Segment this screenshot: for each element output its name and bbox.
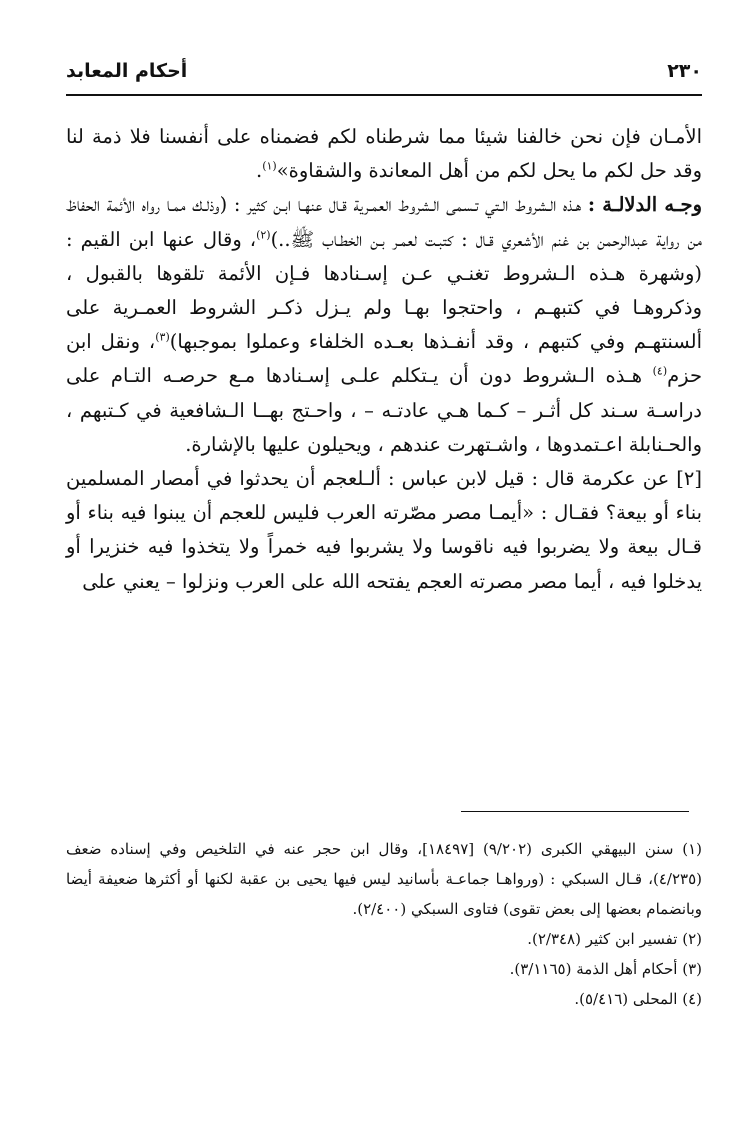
page-number: ٢٣٠ xyxy=(667,60,702,82)
footnote-ref-2: (٢) xyxy=(256,228,271,242)
paragraph-2-text-c: ، ونقل ابن حزم xyxy=(66,330,702,388)
footnotes xyxy=(66,834,702,1014)
paragraph-1 xyxy=(66,120,702,188)
footnote-ref-4: (٤) xyxy=(652,364,668,378)
paragraph-3-text: [٢] عن عكرمة قال : قيل لابن عباس : ألـلعجم أن يحدثوا في أمصار المسلمين بناء أو بيعة؟ فقـال : «أيمـا مصر مصّرته العرب فليس للعجم أن يبنوا فيه بناء أو قـال بيعة ولا يضربوا فيه ناقوسا ولا يشربوا فيه خمراً ولا يتخذوا فيه خنزيرا أو يدخلوا فيه ، أيما مصر مصرته العجم يفتحه الله على العرب ونزلوا – يعني على xyxy=(66,467,702,593)
footnote-separator xyxy=(461,811,689,812)
paragraph-2-text-b: ، وقال عنها ابن القيم : (وشهرة هـذه الـشروط تغنـي عـن إسـنادها فـإن الأئمة تلقوها بالقبول ، وذكروهـا في كتبهـم ، واحتجوا بهـا ولم يـزل ذكـر الشروط العمـرية على ألسنتهـم وفي كتبهم ، وقد أنفـذها بعـده الخلفاء وعملوا بموجبها) xyxy=(66,227,702,354)
footnote-2: (٢) تفسير ابن كثير (٢/٣٤٨). xyxy=(527,930,702,948)
paragraph-2-text-a: هـذه الـشروط الـتي تـسمى الـشروط العمـرية قـال عنهـا ابـن كثير : (وذلـك ممـا رواه الأئمة الحفاظ من رواية عبدالرحمن بن غنم الأشعري قـال : كتبـت لعمـر بـن الخطـاب ﷺ..) xyxy=(66,193,703,251)
main-text xyxy=(66,120,702,599)
footnote-3: (٣) أحكام أهل الذمة (٣/١١٦٥). xyxy=(509,960,702,978)
footnote-1: (١) سنن البيهقي الكبرى (٩/٢٠٢) [١٨٤٩٧]، وقال ابن حجر عنه في التلخيص وفي إسناده ضعف (٤/٢٣٥)، قـال السبكي : (ورواهـا جماعـة بأسانيد ليس فيها يحيى بن عقبة لكنها أو أكثرها ضعيفة أيضا وبانضمام بعضها إلى بعض تقوى) فتاوى السبكي (٢/٤٠٠). xyxy=(66,840,703,918)
paragraph-2 xyxy=(66,188,702,462)
footnote-ref-3: (٣) xyxy=(155,330,170,344)
page-header xyxy=(66,52,702,88)
paragraph-3 xyxy=(66,462,702,599)
footnote-4: (٤) المحلى (٥/٤١٦). xyxy=(574,990,702,1008)
footnote-ref-1: (١) xyxy=(262,159,277,173)
paragraph-1-text: الأمـان فإن نحن خالفنا شيئا مما شرطناه لكم فضمناه على أنفسنا فلا ذمة لنا وقد حل لكم ما يحل لكم من أهل المعاندة والشقاوة» xyxy=(66,125,702,183)
paragraph-2-text-d: هـذه الـشروط دون أن يـتكلم علـى إسـنادها مـع حرصـه التـام على دراسـة سـند كل أثـر – كـما هـي عادتـه – ، واحـتج بهــا الـشافعية في كـتبهم ، والحـنابلة اعـتمدوها ، واشـتهرت عندهم ، ويحيلون عليها بالإشارة. xyxy=(66,364,702,456)
paragraph-2-lead: وجـه الدلالـة : xyxy=(587,193,702,217)
running-title: أحكام المعابد xyxy=(66,60,188,82)
header-rule xyxy=(66,94,702,96)
paragraph-1-end: . xyxy=(255,159,263,183)
